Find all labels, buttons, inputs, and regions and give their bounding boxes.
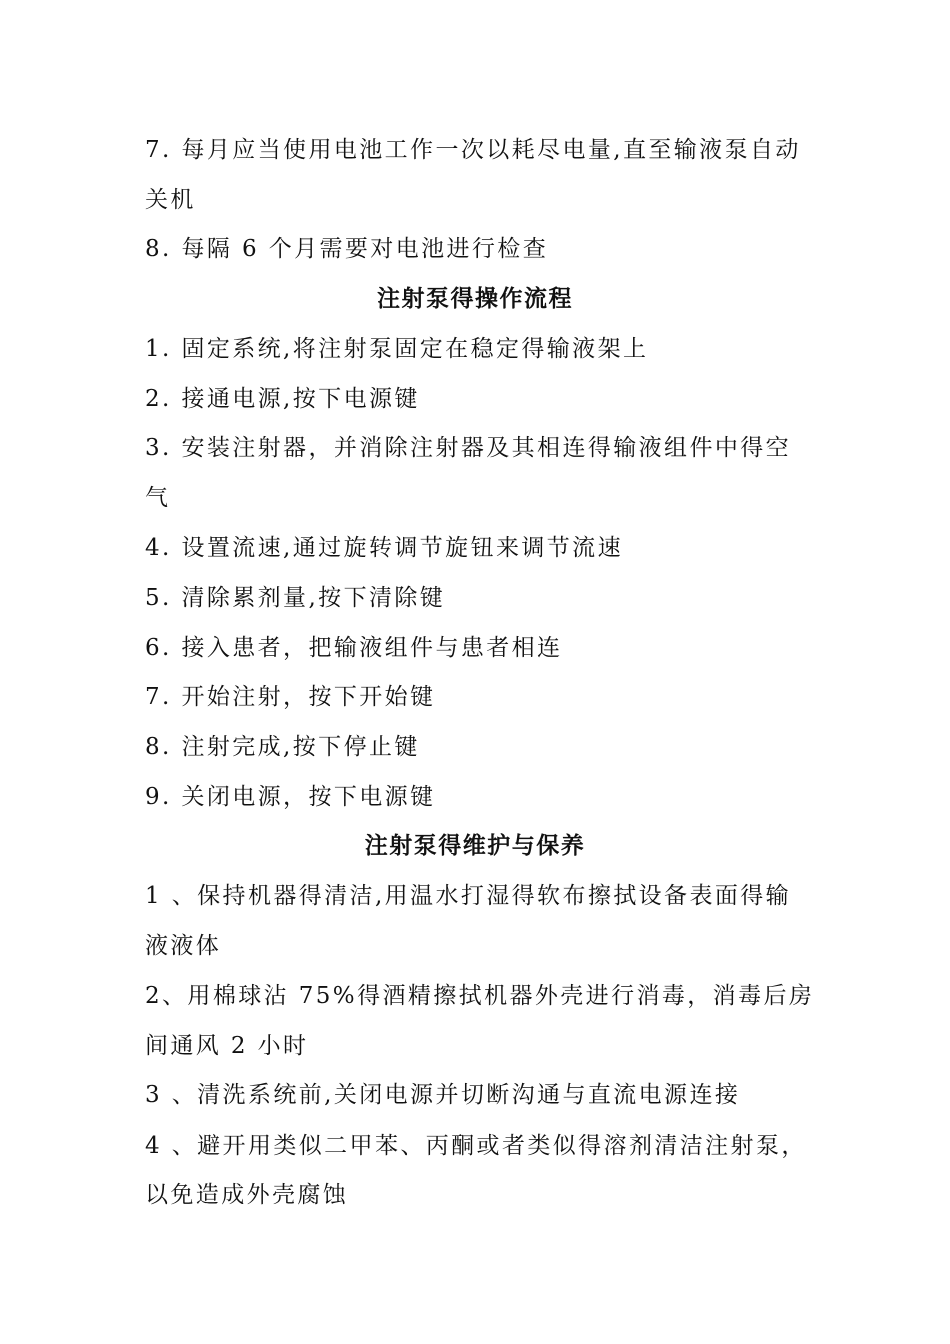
- section-heading-maintenance: 注射泵得维护与保养: [364, 832, 586, 859]
- section-heading-operation: 注射泵得操作流程: [377, 285, 573, 312]
- battery-note-7-line-2: 关机: [145, 187, 196, 213]
- maintenance-item-2-line-2: 间通风 2 小时: [145, 1033, 309, 1059]
- operation-step-9: 9. 关闭电源，按下电源键: [145, 784, 436, 810]
- operation-step-8: 8. 注射完成,按下停止键: [145, 734, 420, 760]
- maintenance-item-1-line-1: 1 、保持机器得清洁,用温水打湿得软布擦拭设备表面得输: [145, 883, 792, 909]
- battery-note-8: 8. 每隔 6 个月需要对电池进行检查: [145, 236, 549, 262]
- operation-step-1: 1. 固定系统,将注射泵固定在稳定得输液架上: [145, 336, 649, 362]
- operation-step-4: 4. 设置流速,通过旋转调节旋钮来调节流速: [145, 535, 623, 561]
- maintenance-item-1-line-2: 液液体: [145, 933, 222, 959]
- operation-step-3-line-1: 3. 安装注射器，并消除注射器及其相连得输液组件中得空: [145, 435, 792, 461]
- operation-step-2: 2. 接通电源,按下电源键: [145, 386, 420, 412]
- maintenance-item-2-line-1: 2、用棉球沾 75%得酒精擦拭机器外壳进行消毒，消毒后房: [145, 983, 815, 1009]
- operation-step-3-line-2: 气: [145, 485, 171, 511]
- operation-step-5: 5. 清除累剂量,按下清除键: [145, 585, 446, 611]
- maintenance-item-3: 3 、清洗系统前,关闭电源并切断沟通与直流电源连接: [145, 1082, 741, 1108]
- operation-step-7: 7. 开始注射，按下开始键: [145, 684, 436, 710]
- maintenance-item-4-line-1: 4 、避开用类似二甲苯、丙酮或者类似得溶剂清洁注射泵，: [145, 1133, 807, 1159]
- operation-step-6: 6. 接入患者，把输液组件与患者相连: [145, 635, 563, 661]
- maintenance-item-4-line-2: 以免造成外壳腐蚀: [145, 1182, 349, 1208]
- battery-note-7-line-1: 7. 每月应当使用电池工作一次以耗尽电量,直至输液泵自动: [145, 137, 801, 163]
